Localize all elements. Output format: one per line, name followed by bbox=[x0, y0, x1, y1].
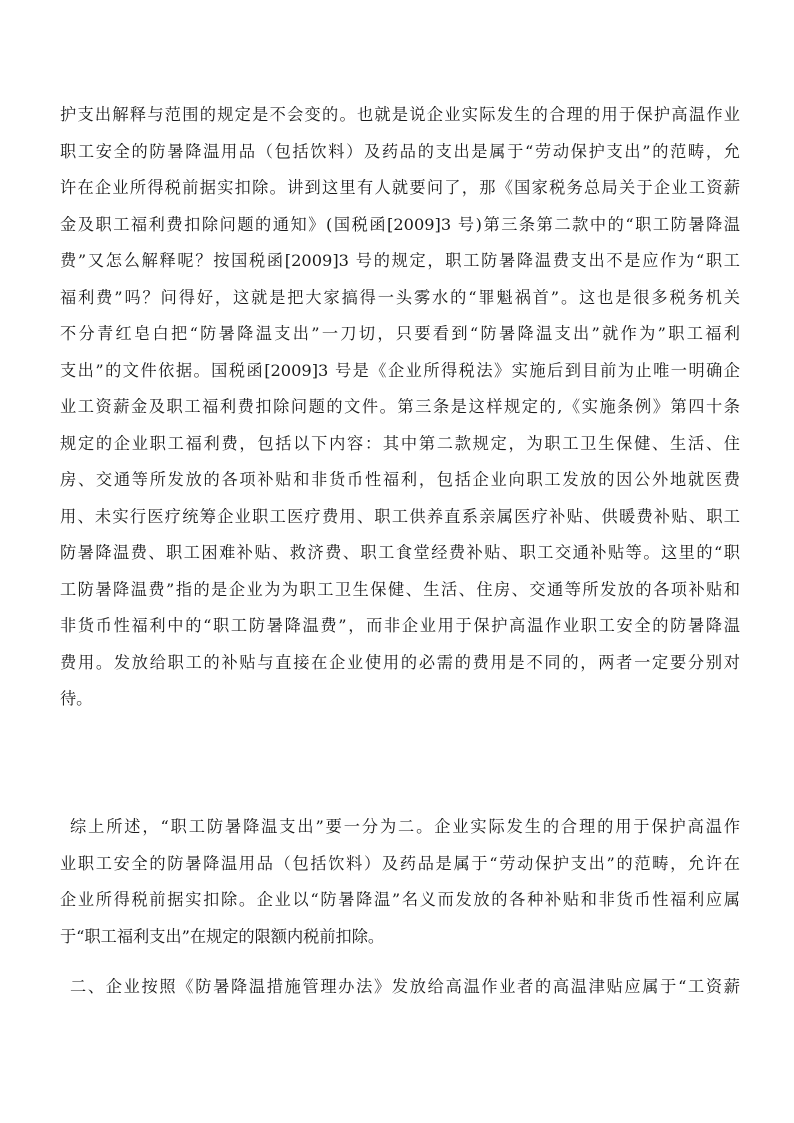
text-line: 费用。发放给职工的补贴与直接在企业使用的必需的费用是不同的，两者一定要分别对 bbox=[60, 652, 740, 672]
paragraph-summary bbox=[60, 809, 740, 955]
text-line: 工防暑降温费”指的是企业为为职工卫生保健、生活、住房、交通等所发放的各项补贴和 bbox=[60, 579, 740, 599]
text-line: 金及职工福利费扣除问题的通知》(国税函[2009]3 号)第三条第二款中的“职工防暑降温 bbox=[60, 214, 740, 234]
text-line: 防暑降温费、职工困难补贴、救济费、职工食堂经费补贴、职工交通补贴等。这里的“职 bbox=[60, 543, 740, 562]
text-line: 企业所得税前据实扣除。企业以“防暑降温”名义而发放的各种补贴和非货币性福利应属 bbox=[60, 890, 740, 909]
text-line: 业职工安全的防暑降温用品（包括饮料）及药品是属于“劳动保护支出”的范畴，允许在 bbox=[60, 853, 740, 873]
text-line: 房、交通等所发放的各项补贴和非货币性福利，包括企业向职工发放的因公外地就医费 bbox=[60, 470, 740, 489]
text-line: 费”又怎么解释呢？按国税函[2009]3 号的规定，职工防暑降温费支出不是应作为“职工 bbox=[60, 251, 740, 270]
text-line: 福利费”吗？问得好，这就是把大家搞得一头雾水的“罪魁祸首”。这也是很多税务机关 bbox=[60, 287, 740, 307]
text-line: 支出”的文件依据。国税函[2009]3 号是《企业所得税法》实施后到目前为止唯一明确企 bbox=[60, 360, 740, 380]
text-line: 业工资薪金及职工福利费扣除问题的文件。第三条是这样规定的,《实施条例》第四十条 bbox=[60, 397, 740, 416]
section-heading-line: 二、企业按照《防暑降温措施管理办法》发放给高温作业者的高温津贴应属于“工资薪 bbox=[70, 977, 740, 996]
text-line: 综上所述，“职工防暑降温支出”要一分为二。企业实际发生的合理的用于保护高温作 bbox=[70, 817, 740, 836]
paragraph-section-two bbox=[60, 969, 740, 1006]
text-line: 待。 bbox=[60, 689, 93, 708]
text-line: 非货币性福利中的“职工防暑降温费”，而非企业用于保护高温作业职工安全的防暑降温 bbox=[60, 616, 740, 635]
text-line: 不分青红皂白把“防暑降温支出”一刀切，只要看到“防暑降温支出”就作为”职工福利 bbox=[60, 324, 740, 343]
text-line: 护支出解释与范围的规定是不会变的。也就是说企业实际发生的合理的用于保护高温作业 bbox=[60, 105, 740, 124]
paragraph-protection-expense-explanation bbox=[60, 97, 740, 718]
text-line: 职工安全的防暑降温用品（包括饮料）及药品的支出是属于“劳动保护支出”的范畴，允 bbox=[60, 141, 740, 161]
text-line: 于“职工福利支出”在规定的限额内税前扣除。 bbox=[60, 926, 385, 946]
text-line: 许在企业所得税前据实扣除。讲到这里有人就要问了，那《国家税务总局关于企业工资薪 bbox=[60, 178, 740, 197]
text-line: 用、未实行医疗统筹企业职工医疗费用、职工供养直系亲属医疗补贴、供暖费补贴、职工 bbox=[60, 506, 740, 526]
text-line: 规定的企业职工福利费，包括以下内容：其中第二款规定，为职工卫生保健、生活、住 bbox=[60, 433, 740, 453]
